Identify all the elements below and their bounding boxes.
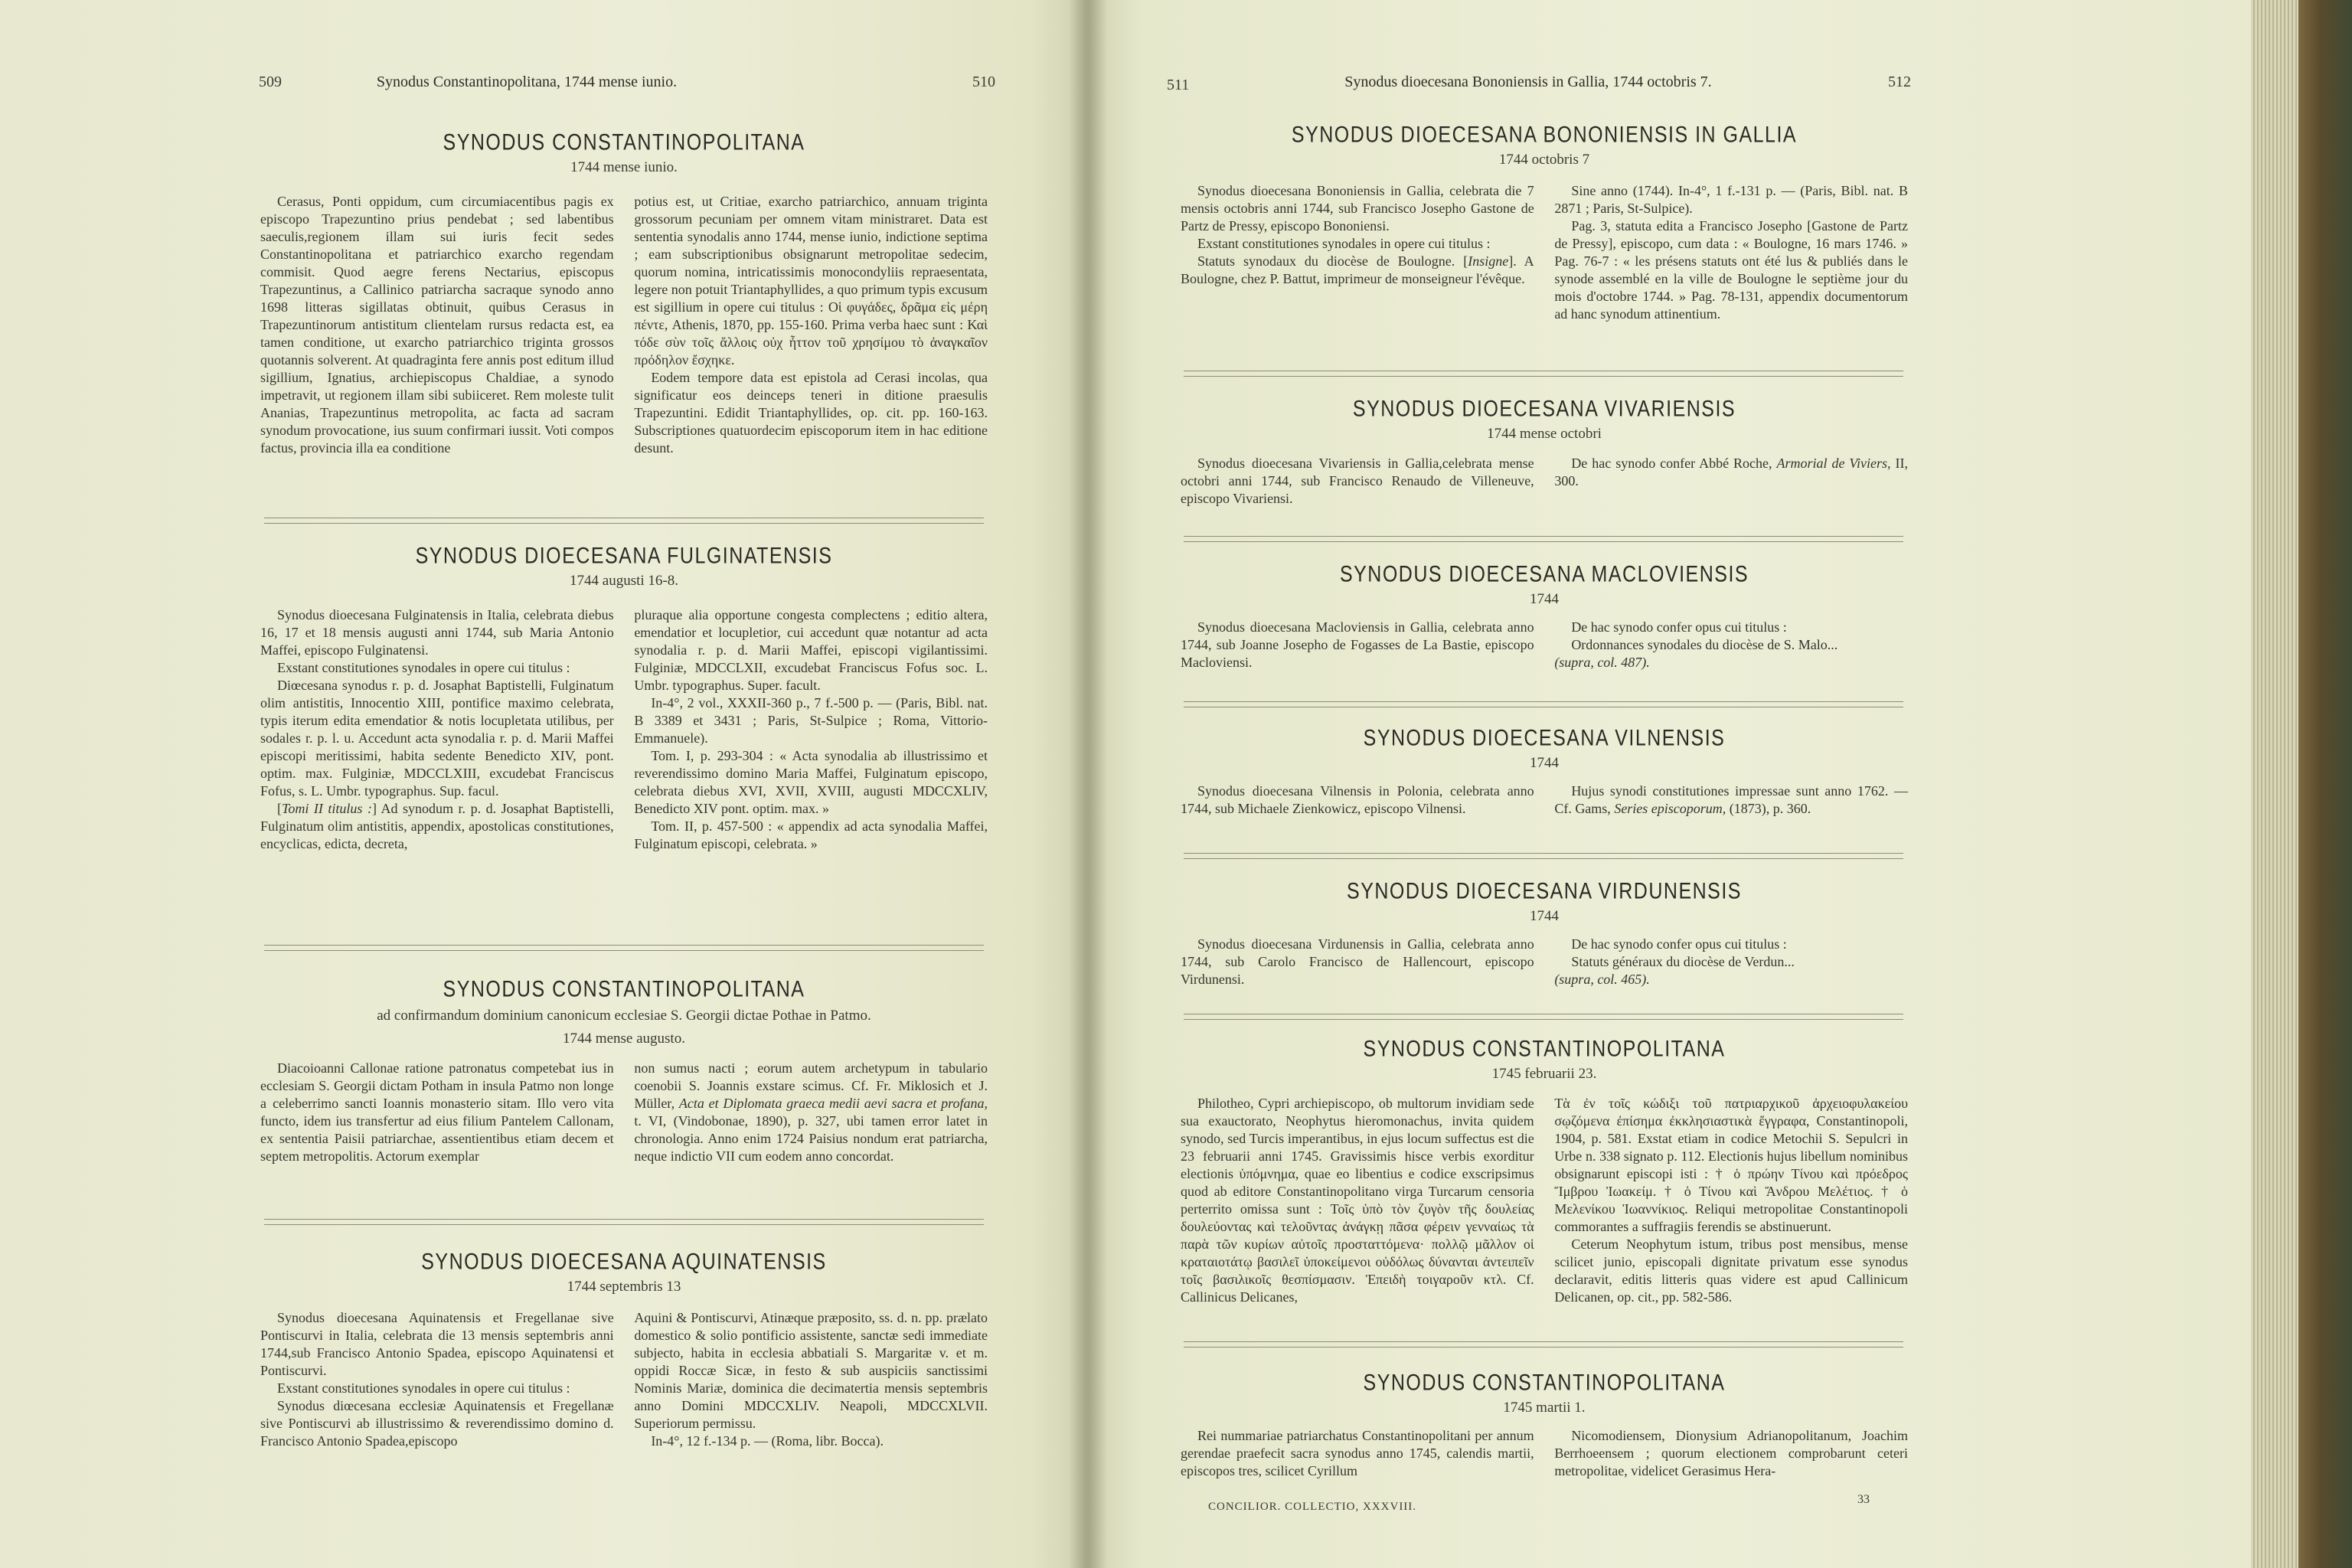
text-column	[1181, 1427, 1534, 1480]
section-constantinopolitana-martii	[1181, 1370, 1908, 1480]
paragraph: Synodus dioecesana Bononiensis in Gallia, celebrata die 7 mensis octobris anni 1744, sub Francisco Josepho Gastone de Partz de Pressy, episcopo Bononiensi.	[1181, 183, 1534, 234]
section-divider	[1184, 701, 1903, 707]
text-column	[634, 606, 988, 853]
section-divider	[1184, 1341, 1903, 1348]
text-column	[260, 193, 614, 457]
section-date: 1744	[1530, 755, 1559, 771]
section-date: 1744 septembris 13	[567, 1279, 681, 1295]
text-column	[634, 1309, 988, 1450]
page-number: 511	[1167, 77, 1190, 93]
text-column	[1554, 619, 1908, 671]
section-divider	[1184, 1014, 1903, 1020]
text-column	[1554, 936, 1908, 988]
section-divider	[264, 945, 984, 951]
paragraph: Nicomodiensem, Dionysium Adrianopolitanum, Joachim Berrhoeensem ; quorum electionem comprobarunt ceteri metropolitae, videlicet Gerasimus Hera-	[1554, 1428, 1908, 1478]
italic-title: Tomi II titulus :	[282, 801, 372, 816]
text-column	[1181, 1095, 1534, 1306]
paragraph: Statuts synodaux du diocèse de Boulogne. [Insigne]. A Boulogne, chez P. Battut, imprimeur de monseigneur l'évêque.	[1181, 253, 1534, 286]
paragraph: Synodus dioecesana Macloviensis in Gallia, celebrata anno 1744, sub Joanne Josepho de Fogasses de La Bastie, episcopo Macloviensi.	[1181, 619, 1534, 670]
left-page	[0, 0, 1084, 1568]
section-title: SYNODUS CONSTANTINOPOLITANA	[1363, 1036, 1726, 1062]
paragraph: Synodus dioecesana Fulginatensis in Italia, celebrata diebus 16, 17 et 18 mensis augusti anni 1744, sub Maria Antonio Maffei, episcopo Fulginatensi.	[260, 607, 614, 658]
paragraph: Rei nummariae patriarchatus Constantinopolitani per annum gerendae praefecit sacra synodus anno 1745, calendis martii, episcopos tres, scilicet Cyrillum	[1181, 1428, 1534, 1478]
section-subtitle: ad confirmandum dominium canonicum ecclesiae S. Georgii dictae Pothae in Patmo.	[377, 1008, 871, 1024]
paragraph: Cerasus, Ponti oppidum, cum circumiacentibus pagis ex episcopo Trapezuntino prius pendebat ; sed labentibus saeculis,regionem illam sui iuris fecit sedes Constantinopolitana et patriarchico exarcho regendam commisit. Quod aegre ferens Nectarius, episcopus Trapezuntinus, a Callinico patriarcha sacraque synodo anno 1698 litteras sigillatas obtinuit, quibus Cerasus in Trapezuntinorum antistitum clientelam rursus redacta est, ea tamen conditione, ut exarcho patriarchico triginta grossos quotannis solverent. At quadraginta fere annis post editum illud sigillium, Ignatius, archiepiscopus Chaldiae, a synodo impetravit, ut regionem illam sibi subiiceret. Rem moleste tulit Ananias, Trapezuntinus metropolita, ac facta ad sacram synodum provocatione, ius suum confirmari iussit. Voti compos factus, provincia illa ea conditione	[260, 194, 614, 456]
paragraph: (supra, col. 487).	[1554, 655, 1650, 670]
section-date: 1744	[1530, 591, 1559, 607]
text-column	[1181, 782, 1534, 818]
text-column	[260, 1309, 614, 1450]
paragraph: De hac synodo confer opus cui titulus :	[1571, 619, 1787, 635]
paragraph: Sine anno (1744). In-4°, 1 f.-131 p. — (Paris, Bibl. nat. B 2871 ; Paris, St-Sulpice).	[1554, 183, 1908, 216]
paragraph: Diœcesana synodus r. p. d. Josaphat Baptistelli, Fulginatum olim antistitis, Innocentio XIII, pontifice maximo celebrata, typis iterum edita emendatior & notis locupletata utilibus, per sodales r. p. l. u. Accedunt acta synodalia r. p. d. Marii Maffei episcopi meritissimi, habita sedente Benedicto XIV, pont. optim. max. Fulginiæ, MDCCLXIII, excudebat Franciscus Fofus, s. L. Umbr. typographus. Sup. facul.	[260, 678, 614, 799]
page-number: 512	[1888, 74, 1911, 90]
section-vilnensis	[1181, 726, 1908, 818]
section-divider	[1184, 536, 1903, 542]
paragraph: (supra, col. 465).	[1554, 972, 1650, 987]
section-date: 1744 mense iunio.	[570, 159, 678, 175]
text-column	[1181, 182, 1534, 323]
right-page	[1084, 0, 2251, 1568]
paragraph: Exstant constitutiones synodales in opere cui titulus :	[277, 660, 570, 675]
section-date: 1745 februarii 23.	[1491, 1066, 1597, 1082]
section-aquinatensis	[260, 1250, 988, 1450]
paragraph: Diacoioanni Callonae ratione patronatus competebat ius in ecclesiam S. Georgii dictam Potham in insula Patmo non longe a celeberrimo sancti Ioannis monasterio sitam. Illo vero vita functo, idem ius transfertur ad eius filium Pantelem Callonam, ex sententia Paisii patriarchae, assentientibus etiam decem et septem metropolitis. Actorum exemplar	[260, 1060, 614, 1164]
section-constantinopolitana-iunio	[260, 130, 988, 457]
section-title: SYNODUS DIOECESANA VILNENSIS	[1363, 725, 1726, 751]
section-title: SYNODUS DIOECESANA VIVARIENSIS	[1352, 396, 1736, 422]
text-column	[1181, 619, 1534, 671]
text-column	[260, 606, 614, 853]
paragraph: Exstant constitutiones synodales in opere cui titulus :	[277, 1380, 570, 1396]
section-date: 1744	[1530, 908, 1559, 924]
section-date: 1744 octobris 7	[1498, 152, 1590, 168]
paragraph: Statuts généraux du diocèse de Verdun...	[1571, 954, 1795, 969]
paragraph: Eodem tempore data est epistola ad Cerasi incolas, qua significatur eos deinceps teneri in ditione praesulis Trapezuntini. Edidit Triantaphyllides, op. cit. pp. 160-163. Subscriptiones quatuordecim episcoporum item in hac editione desunt.	[634, 370, 988, 456]
text-column	[1554, 1427, 1908, 1480]
paragraph: Tom. II, p. 457-500 : « appendix ad acta synodalia Maffei, Fulginatum episcopi, celebrata. »	[634, 818, 988, 851]
paragraph: pluraque alia opportune congesta complectens ; editio altera, emendatior et locupletior, cui accedunt quæ notantur ad acta synodalia r. p. d. Marii Maffei, episcopi vigilantissimi. Fulginiæ, MDCCLXII, excudebat Franciscus Fofus soc. L. Umbr. typographus. Super. facult.	[634, 607, 988, 693]
section-date: 1744 mense octobri	[1487, 426, 1602, 442]
text-column	[1554, 1095, 1908, 1306]
paragraph: In-4°, 2 vol., XXXII-360 p., 7 f.-500 p. — (Paris, Bibl. nat. B 3389 et 3431 ; Paris, St-Sulpice ; Roma, Vittorio-Emmanuele).	[634, 695, 988, 746]
running-head: Synodus Constantinopolitana, 1744 mense iunio.	[376, 74, 678, 90]
paragraph: Hujus synodi constitutiones impressae sunt anno 1762. — Cf. Gams, Series episcoporum, (1873), p. 360.	[1554, 783, 1908, 816]
footer-collection: CONCILIOR. COLLECTIO, XXXVIII.	[1208, 1501, 1417, 1513]
section-fulginatensis	[260, 544, 988, 853]
section-title: SYNODUS DIOECESANA AQUINATENSIS	[421, 1249, 827, 1275]
text-column	[634, 1060, 988, 1165]
paragraph: Synodus dioecesana Vilnensis in Polonia, celebrata anno 1744, sub Michaele Zienkowicz, episcopo Vilnensi.	[1181, 783, 1534, 816]
section-bononiensis	[1181, 122, 1908, 323]
paragraph: non sumus nacti ; eorum autem archetypum in tabulario coenobii S. Joannis exstare scimus. Cf. Fr. Miklosich et J. Müller, Acta et Diplomata graeca medii aevi sacra et profana, t. VI, (Vindobonae, 1890), p. 327, ubi tamen error latet in chronologia. Anno enim 1724 Paisius nondum erat patriarcha, neque indictio VII cum eodem anno concordat.	[634, 1060, 988, 1164]
paragraph: Synodus dioecesana Vivariensis in Gallia,celebrata mense octobri anni 1744, sub Francisco Renaudo de Villeneuve, episcopo Vivariensi.	[1181, 456, 1534, 506]
section-macloviensis	[1181, 562, 1908, 671]
section-virdunensis	[1181, 879, 1908, 988]
section-divider	[264, 1219, 984, 1225]
section-date: 1745 martii 1.	[1503, 1400, 1586, 1416]
section-constantinopolitana-augusto	[260, 977, 988, 1165]
section-title: SYNODUS DIOECESANA MACLOVIENSIS	[1339, 561, 1749, 587]
section-title: SYNODUS CONSTANTINOPOLITANA	[1363, 1370, 1726, 1396]
section-date: 1744 mense augusto.	[563, 1031, 685, 1047]
text-column	[1554, 182, 1908, 323]
section-constantinopolitana-februarii	[1181, 1037, 1908, 1306]
paragraph: De hac synodo confer opus cui titulus :	[1571, 936, 1787, 952]
section-divider	[264, 518, 984, 524]
section-divider	[1184, 371, 1903, 377]
paragraph: Aquini & Pontiscurvi, Atinæque præposito, ss. d. n. pp. prælato domestico & solio pontificio assistente, sanctæ sedi immediate subjecto, habita in ecclesia abbatiali S. Margaritæ v. et m. oppidi Roccæ Sicæ, in festo & sub auspiciis sanctissimi Nominis Mariæ, dominica die decimatertia mensis septembris anno Domini MDCCXLIV. Neapoli, MDCCXLVII. Superiorum permissu.	[634, 1310, 988, 1431]
paragraph: Tom. I, p. 293-304 : « Acta synodalia ab illustrissimo et reverendissimo domino Maria Maffei, Fulginatum episcopo, celebrata diebus XVI, XVII, XVIII, augusti MDCCXLIV, Benedicto XIV pont. optim. max. »	[634, 748, 988, 816]
text-column	[1181, 936, 1534, 988]
text-column	[1554, 455, 1908, 508]
paragraph: Pag. 3, statuta edita a Francisco Josepho [Gastone de Partz de Pressy], episcopo, cum data : « Boulogne, 16 mars 1746. » Pag. 76-7 : « les présens statuts ont été lus & publiés dans le synode assemblé en la ville de Boulogne le septième jour du mois d'octobre 1744. » Pag. 78-131, appendix documentorum ad hanc synodum attinentium.	[1554, 218, 1908, 322]
text-column	[260, 1060, 614, 1165]
section-divider	[1184, 853, 1903, 859]
book-gutter	[1069, 0, 1107, 1568]
page-number: 510	[972, 74, 995, 90]
paragraph: Ceterum Neophytum istum, tribus post mensibus, mense scilicet junio, episcopali dignitate privatum esse synodus declaravit, editis litteris quas videre est apud Callinicum Delicanen, op. cit., pp. 582-586.	[1554, 1236, 1908, 1305]
text-column	[1554, 782, 1908, 818]
section-title: SYNODUS DIOECESANA BONONIENSIS IN GALLIA	[1291, 122, 1798, 148]
section-vivariensis	[1181, 397, 1908, 508]
paragraph: De hac synodo confer Abbé Roche, Armorial de Viviers, II, 300.	[1554, 456, 1908, 488]
paragraph: Τὰ ἐν τοῖς κώδιξι τοῦ πατριαρχικοῦ ἀρχειοφυλακείου σῳζόμενα ἐπίσημα ἐκκλησιαστικὰ ἔγγραφα, Constantinopoli, 1904, p. 581. Exstat etiam in codice Metochii S. Sepulcri in Urbe n. 338 signato p. 112. Electionis hujus libellum nominibus obsignarunt episcopi isti : † ὁ πρώην Τίνου καὶ πρόεδρος Ἴμβρου Ἰωακείμ. † ὁ Τίνου καὶ Ἄνδρου Μελέτιος. † ὁ Μελενίκου Ἰωαννίκιος. Reliqui metropolitae Constantinopoli commorantes a suffragiis ferendis se abstinuerunt.	[1554, 1096, 1908, 1234]
section-title: SYNODUS CONSTANTINOPOLITANA	[443, 976, 805, 1002]
paragraph: Synodus diœcesana ecclesiæ Aquinatensis et Fregellanæ sive Pontiscurvi ab illustrissimo & reverendissimo domino d. Francisco Antonio Spadea,episcopo	[260, 1398, 614, 1449]
text-column	[634, 193, 988, 457]
paragraph: Synodus dioecesana Virdunensis in Gallia, celebrata anno 1744, sub Carolo Francisco de Hallencourt, episcopo Virdunensi.	[1181, 936, 1534, 987]
paragraph: Ordonnances synodales du diocèse de S. Malo...	[1571, 637, 1838, 652]
text-column	[1181, 455, 1534, 508]
section-title: SYNODUS DIOECESANA FULGINATENSIS	[415, 543, 833, 569]
paragraph: [Tomi II titulus :] Ad synodum r. p. d. Josaphat Baptistelli, Fulginatum olim antistitis, appendix, apostolicas constitutiones, encyclicas, edicta, decreta,	[260, 801, 614, 851]
page-number: 509	[259, 74, 282, 90]
section-title: SYNODUS CONSTANTINOPOLITANA	[443, 129, 805, 155]
paragraph: Exstant constitutiones synodales in opere cui titulus :	[1197, 236, 1491, 251]
section-title: SYNODUS DIOECESANA VIRDUNENSIS	[1347, 878, 1742, 904]
section-date: 1744 augusti 16-8.	[570, 573, 678, 589]
signature-mark: 33	[1857, 1493, 1870, 1506]
paragraph: potius est, ut Critiae, exarcho patriarchico, annuam triginta grossorum pecuniam per omnem vitam ministraret. Data est sententia synodalis anno 1744, mense iunio, indictione septima ; eam subscriptionibus obsignarunt metropolitae sedecim, quorum nomina, intricatissimis monocondyliis repraesentata, legere non potuit Triantaphyllides, a quo primum typis excusum est sigillium in opere cui titulus : Οἱ φυγάδες, δρᾶμα εἰς μέρη πέντε, Athenis, 1870, pp. 155-160. Prima verba haec sunt : Καὶ τόδε σὺν τοῖς ἄλλοις οὐχ ἧττον τοῦ χρησίμου τὸ ἀναγκαῖον πρόδηλον ἔσχηκε.	[634, 194, 988, 368]
running-head: Synodus dioecesana Bononiensis in Gallia, 1744 octobris 7.	[1344, 74, 1712, 90]
paragraph: In-4°, 12 f.-134 p. — (Roma, libr. Bocca).	[651, 1433, 884, 1449]
page-edges	[2251, 0, 2298, 1568]
paragraph: Synodus dioecesana Aquinatensis et Fregellanae sive Pontiscurvi in Italia, celebrata die 13 mensis septembris anni 1744,sub Francisco Antonio Spadea, episcopo Aquinatensi et Pontiscurvi.	[260, 1310, 614, 1378]
book-cover-edge	[2298, 0, 2352, 1568]
paragraph: Philotheo, Cypri archiepiscopo, ob multorum invidiam sede sua exauctorato, Neophytus hieromonachus, invita quidem synodo, sed Turcis imperantibus, in ejus locum suffectus est die 23 februarii anni 1745. Gravissimis hisce verbis exorditur electionis ὑπόμνημα, quae eo libentius e codice exscripsimus quod ab editore Constantinopolitano virga Turcarum censoria perterrito omissa sunt : Τοῖς ὑπὸ τὸν ζυγὸν τῆς δουλείας δουλεύοντας καὶ τελοῦντας ἀνάγκῃ πᾶσα φέρειν γενναίως τὰ παρὰ τῶν κυρίων αὐτοῖς προσταττόμενα· πολλῷ μᾶλλον οἱ κραταιοτάτῳ βασιλεῖ ὑποκείμενοι οὐδόλως δύνανται ἀντειπεῖν τοῖς βασιλικοῖς θεσπίσμασιν. Ἐπειδὴ τοιγαροῦν κτλ. Cf. Callinicus Delicanes,	[1181, 1096, 1534, 1305]
